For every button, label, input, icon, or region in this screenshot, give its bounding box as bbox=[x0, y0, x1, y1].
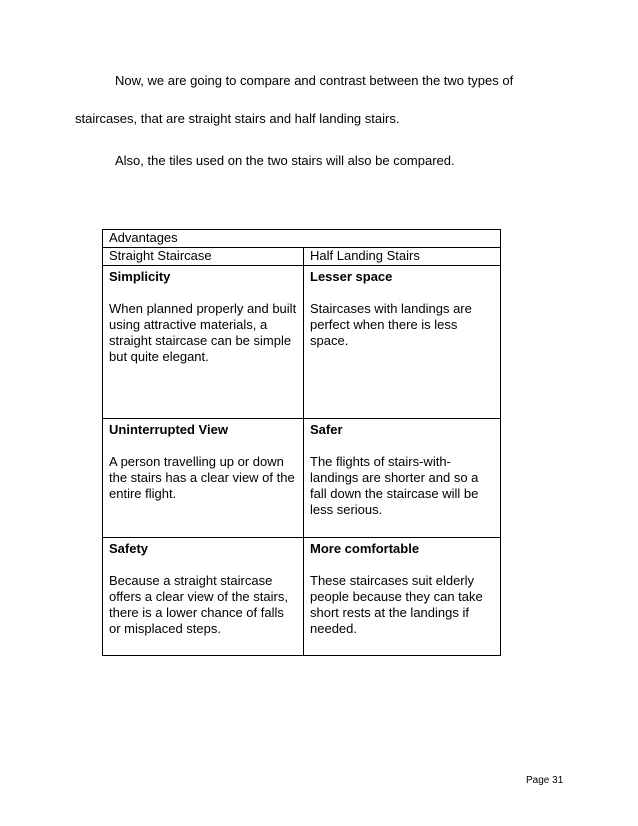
column-header-half-landing: Half Landing Stairs bbox=[304, 248, 501, 266]
column-header-straight: Straight Staircase bbox=[103, 248, 304, 266]
advantage-heading: Simplicity bbox=[109, 269, 171, 284]
table-caption: Advantages bbox=[109, 230, 178, 245]
advantage-text: When planned properly and built using attractive materials, a straight staircase can be simple but quite elegant. bbox=[109, 301, 297, 364]
advantage-text: These staircases suit elderly people because they can take short rests at the landings if needed. bbox=[310, 573, 483, 636]
advantage-text: The flights of stairs-with-landings are shorter and so a fall down the staircase will be less serious. bbox=[310, 454, 479, 517]
table-cell bbox=[304, 266, 501, 419]
advantage-heading: More comfortable bbox=[310, 541, 420, 556]
table-caption-cell bbox=[103, 230, 501, 248]
advantage-heading: Safer bbox=[310, 422, 343, 437]
table-row bbox=[103, 538, 501, 656]
advantage-text: Staircases with landings are perfect when there is less space. bbox=[310, 301, 472, 348]
table-cell bbox=[304, 538, 501, 656]
tiles-paragraph: Also, the tiles used on the two stairs will also be compared. bbox=[115, 153, 455, 168]
table-cell bbox=[304, 419, 501, 538]
advantage-heading: Uninterrupted View bbox=[109, 422, 228, 437]
advantage-text: A person travelling up or down the stairs has a clear view of the entire flight. bbox=[109, 454, 295, 501]
intro-paragraph-line-2: staircases, that are straight stairs and half landing stairs. bbox=[75, 111, 400, 126]
advantages-table bbox=[102, 229, 501, 656]
table-row bbox=[103, 266, 501, 419]
table-row bbox=[103, 419, 501, 538]
advantage-text: Because a straight staircase offers a clear view of the stairs, there is a lower chance of falls or misplaced steps. bbox=[109, 573, 288, 636]
intro-paragraph-line-1: Now, we are going to compare and contrast between the two types of bbox=[115, 73, 514, 88]
page-number: Page 31 bbox=[526, 775, 564, 786]
advantage-heading: Safety bbox=[109, 541, 149, 556]
table-cell bbox=[103, 419, 304, 538]
table-cell bbox=[103, 266, 304, 419]
table-cell bbox=[103, 538, 304, 656]
advantage-heading: Lesser space bbox=[310, 269, 393, 284]
